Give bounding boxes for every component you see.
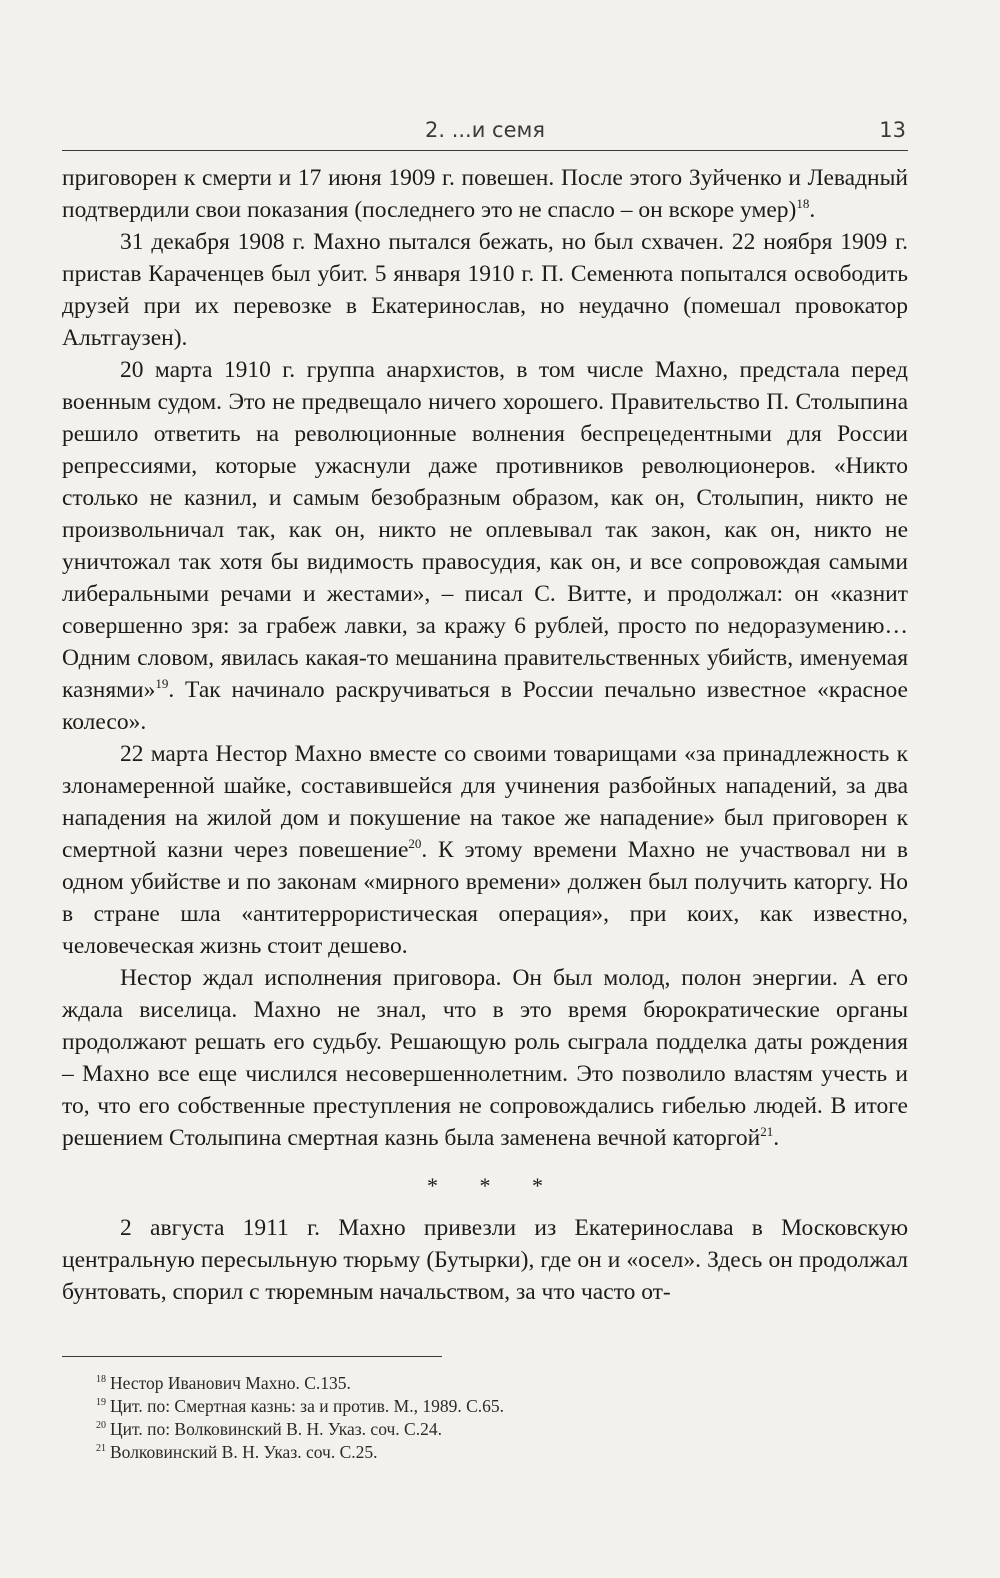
footnotes <box>96 1372 896 1464</box>
footnote-20: $^{20}$ Цит. по: Волковинский В. Н. Указ. соч. С.24. <box>96 1419 442 1439</box>
footnote-ref-19[interactable]: 19 <box>155 676 169 692</box>
paragraph-4: 22 марта Нестор Махно вместе со своими товарищами «за принадлежность к злонамеренной шайке, составившейся для учинения разбойных нападений, за два нападения на жилой дом и покушение на такое же нападение» был приговорен к смертной казни через повешение$^{20}$. К этому времени Махно не участвовал ни в одном убийстве и по законам «мирного времени» должен был получить каторгу. Но в стране шла «антитеррористическая операция», при коих, как известно, человеческая жизнь стоит дешево. <box>62 741 908 959</box>
paragraph-3: 20 марта 1910 г. группа анархистов, в том числе Махно, предстала перед военным судом. Это не предвещало ничего хорошего. Правительство П. Столыпина решило ответить на революционные волнения беспрецедентными для России репрессиями, которые ужаснули даже противников революционеров. «Никто столько не казнил, и самым безобразным образом, как он, Столыпин, никто не произвольничал так, как он, никто не оплевывал так закон, как он, никто не уничтожал так хотя бы видимость правосудия, как он, и все сопровождая самыми либеральными речами и жестами», – писал С. Витте, и продолжал: он «казнит совершенно зря: за грабеж лавки, за кражу 6 рублей, просто по недоразумению… Одним словом, явилась какая-то мешанина правительственных убийств, именуемая казнями»$^{19}$. Так начинало раскручиваться в России печально известное «красное колесо». <box>62 357 908 735</box>
header-divider <box>62 150 908 151</box>
footnote-19: $^{19}$ Цит. по: Смертная казнь: за и против. М., 1989. С.65. <box>96 1396 504 1416</box>
paragraph-6: 2 августа 1911 г. Махно привезли из Екатеринослава в Московскую центральную пересыльную тюрьму (Бутырки), где он и «осел». Здесь он продолжал бунтовать, спорил с тюремным начальством, за что часто от- <box>62 1215 908 1305</box>
footnote-divider <box>62 1356 442 1357</box>
paragraph-1: приговорен к смерти и 17 июня 1909 г. повешен. После этого Зуйченко и Левадный подтвердили свои показания (последнего это не спасло – он вскоре умер)$^{18}$. <box>62 165 908 223</box>
footnote-18: $^{18}$ Нестор Иванович Махно. С.135. <box>96 1373 351 1393</box>
footnote-ref-18[interactable]: 18 <box>796 196 810 212</box>
main-text <box>62 162 908 1308</box>
paragraph-2: 31 декабря 1908 г. Махно пытался бежать, но был схвачен. 22 ноября 1909 г. пристав Караченцев был убит. 5 января 1910 г. П. Семенюта попытался освободить друзей при их перевозке в Екатеринослав, но неудачно (помешал провокатор Альтгаузен). <box>62 229 908 351</box>
page-number: 13 <box>879 118 906 142</box>
footnote-21: $^{21}$ Волковинский В. Н. Указ. соч. С.25. <box>96 1442 378 1462</box>
footnote-ref-20[interactable]: 20 <box>408 836 422 852</box>
paragraph-5: Нестор ждал исполнения приговора. Он был молод, полон энергии. А его ждала виселица. Махно не знал, что в это время бюрократические органы продолжают решать его судьбу. Решающую роль сыграла подделка даты рождения – Махно все еще числился несовершеннолетним. Это позволило властям учесть и то, что его собственные преступления не сопровождались гибелью людей. В итоге решением Столыпина смертная казнь была заменена вечной каторгой$^{21}$. <box>62 965 908 1151</box>
running-header <box>62 116 908 150</box>
running-title: 2. ...и семя <box>424 118 545 142</box>
section-break-asterisks: * * * <box>427 1173 561 1198</box>
footnote-ref-21[interactable]: 21 <box>760 1124 774 1140</box>
